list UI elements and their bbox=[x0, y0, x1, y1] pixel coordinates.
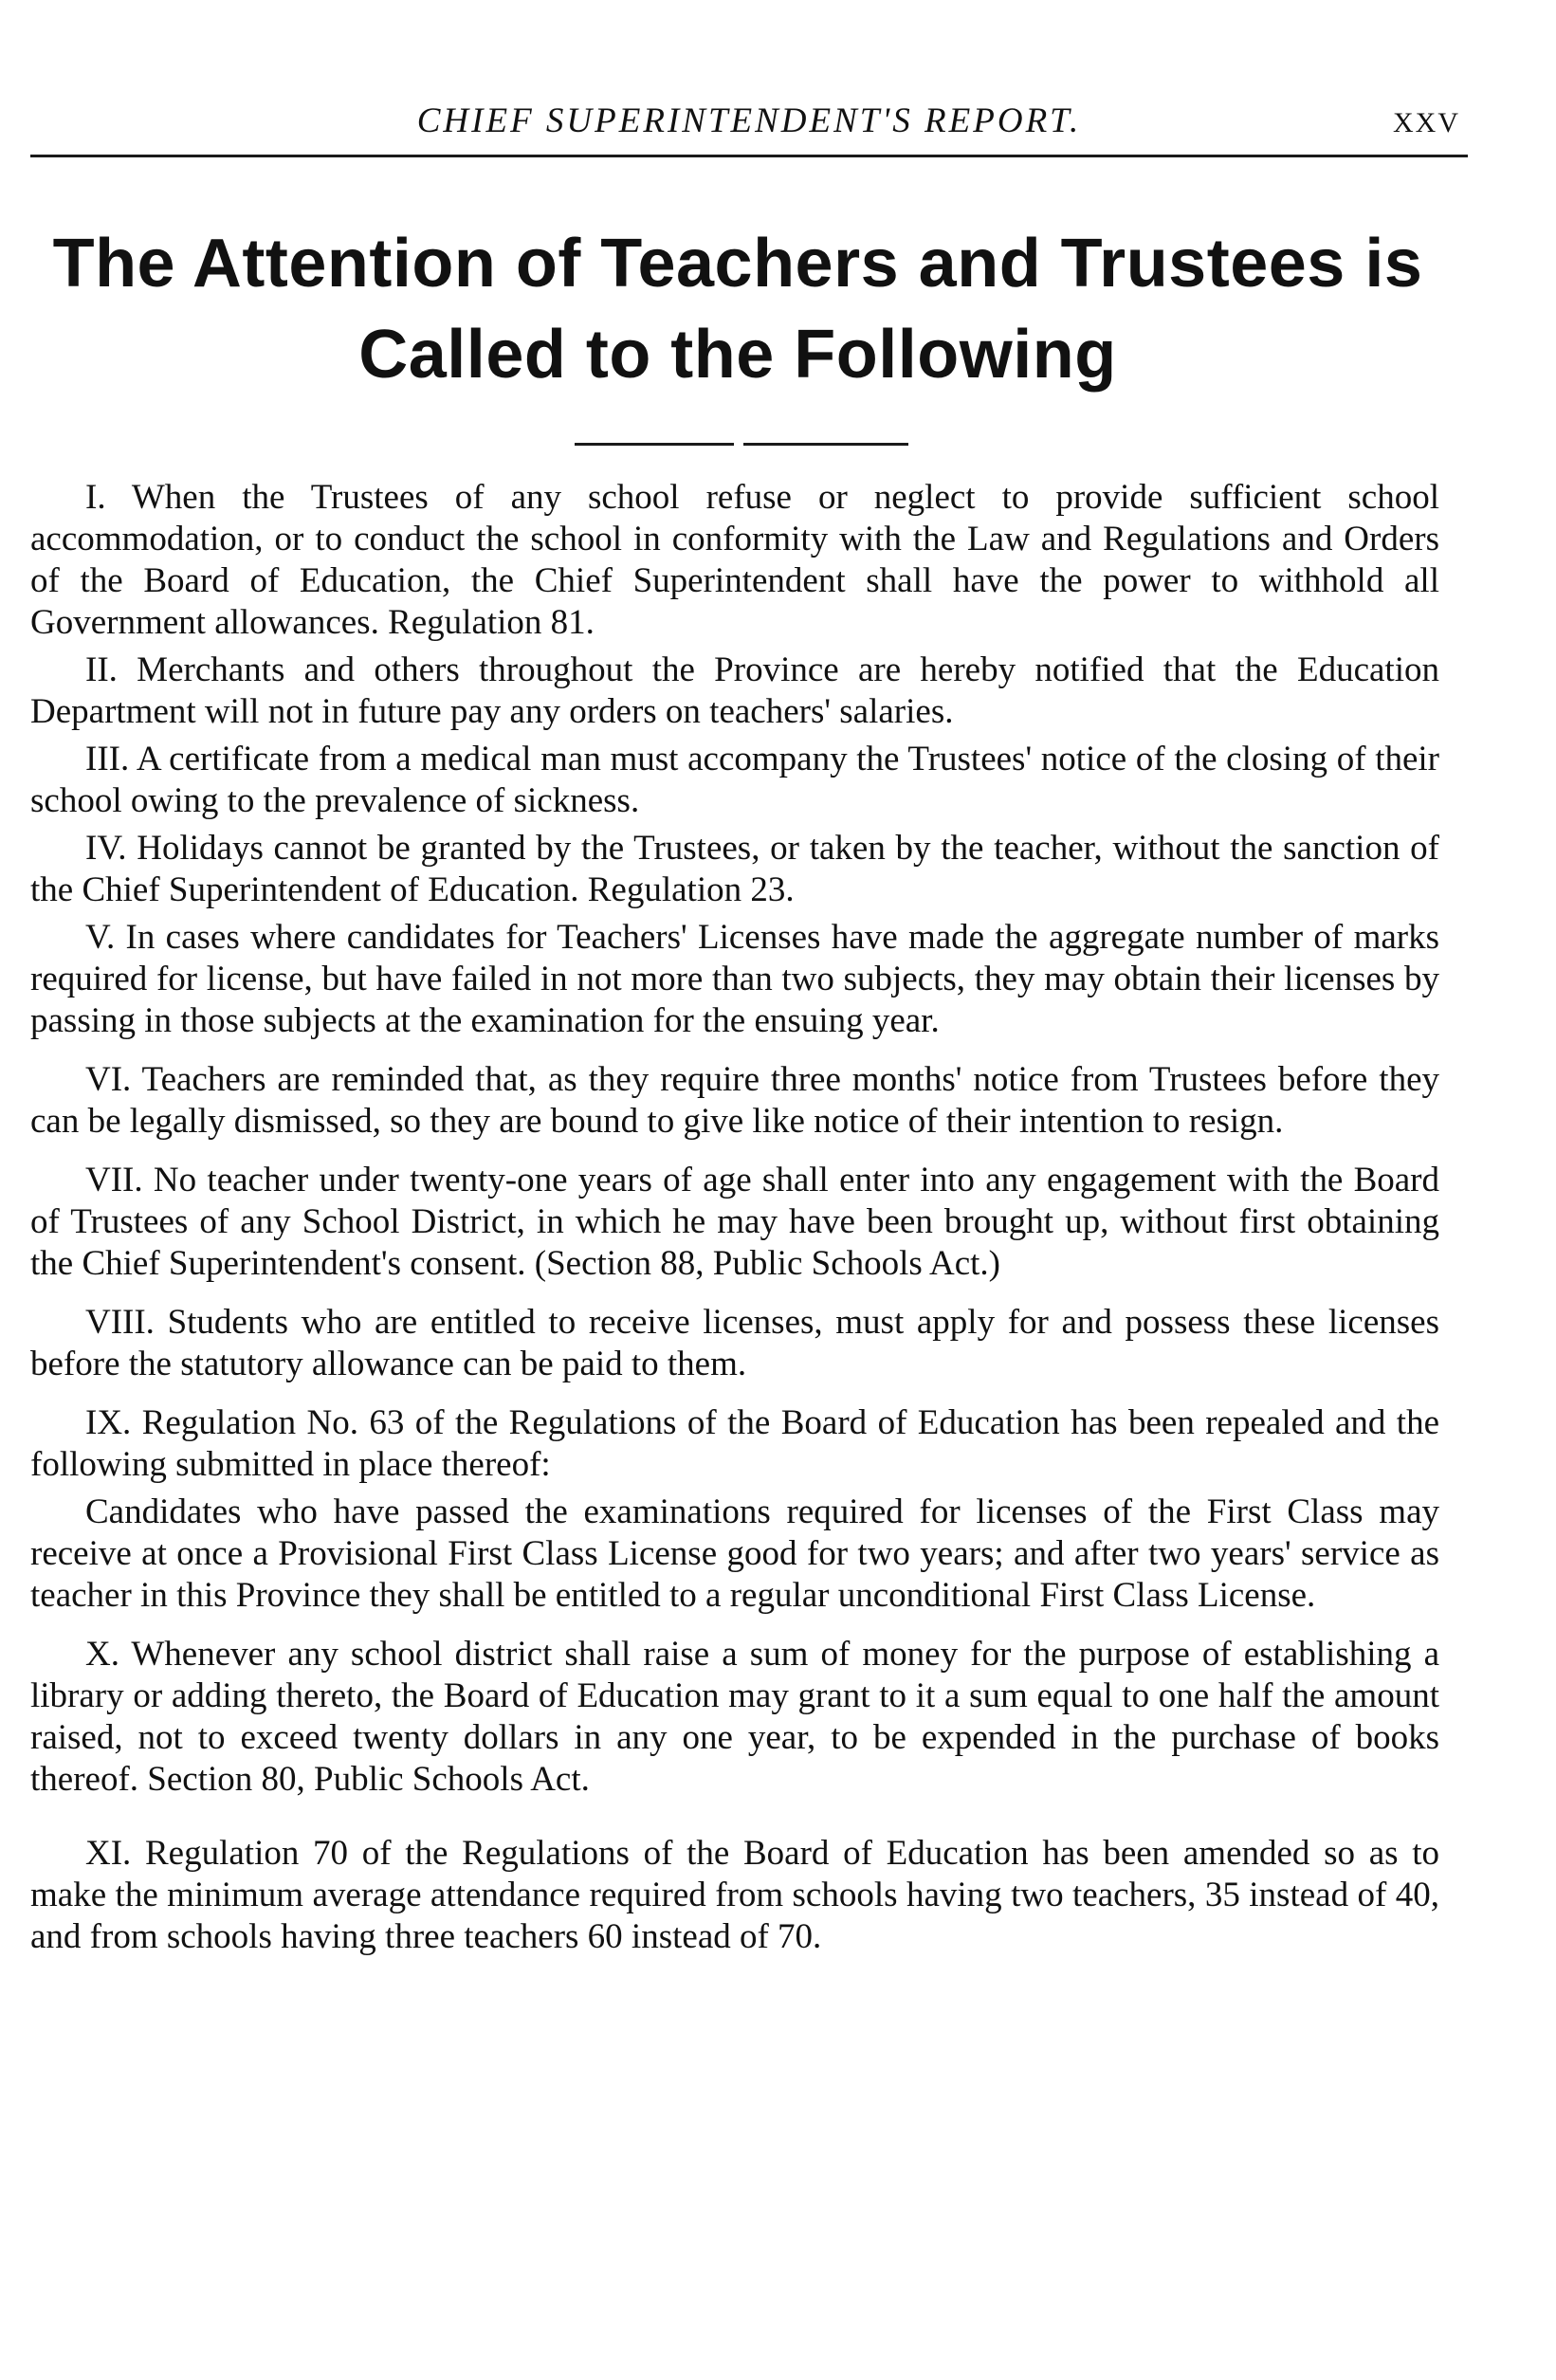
paragraph-ii: II. Merchants and others throughout the Province are hereby notified that the Education Department will not in future pay any orders on teachers' salaries. bbox=[30, 650, 1439, 731]
running-title: CHIEF SUPERINTENDENT'S REPORT. bbox=[416, 101, 1082, 140]
paragraph-vii: VII. No teacher under twenty-one years of age shall enter into any engagement with the Board of Trustees of any School District, in which he may have been brought up, without first obtaining the Chief Superintendent's consent. (Section 88, Public Schools Act.) bbox=[30, 1161, 1439, 1283]
paragraph-iii: III. A certificate from a medical man must accompany the Trustees' notice of the closing of their school owing to the prevalence of sickness. bbox=[30, 740, 1439, 820]
paragraph-v: V. In cases where candidates for Teachers' Licenses have made the aggregate number of marks required for license, but have failed in not more than two subjects, they may obtain their licenses by passing in those subjects at the examination for the ensuing year. bbox=[30, 918, 1439, 1040]
paragraph-vi: VI. Teachers are reminded that, as they require three months' notice from Trustees before they can be legally dismissed, so they are bound to give like notice of their intention to resign. bbox=[30, 1060, 1439, 1141]
paragraph-viii: VIII. Students who are entitled to receive licenses, must apply for and possess these licenses before the statutory allowance can be paid to them. bbox=[30, 1303, 1439, 1383]
page-title-line-1: The Attention of Teachers and Trustees is bbox=[52, 226, 1423, 302]
title-divider-left bbox=[575, 443, 734, 446]
paragraph-ix-regulation: Candidates who have passed the examinations required for licenses of the First Class may receive at once a Provisional First Class License good for two years; and after two years' service as teacher in this Province they shall be entitled to a regular unconditional First Class License. bbox=[30, 1492, 1439, 1615]
page-title bbox=[19, 218, 1456, 400]
running-head bbox=[30, 99, 1468, 154]
page-title-line-2: Called to the Following bbox=[358, 317, 1117, 393]
paragraph-ix: IX. Regulation No. 63 of the Regulations of the Board of Education has been repealed and the following submitted in place thereof: bbox=[30, 1403, 1439, 1484]
body-text bbox=[30, 477, 1439, 1958]
paragraph-iv: IV. Holidays cannot be granted by the Trustees, or taken by the teacher, without the sanction of the Chief Superintendent of Education. Regulation 23. bbox=[30, 829, 1439, 909]
paragraph-xi: XI. Regulation 70 of the Regulations of the Board of Education has been amended so as to make the minimum average attendance required from schools having two teachers, 35 instead of 40, and from schools having three teachers 60 instead of 70. bbox=[30, 1834, 1439, 1956]
title-divider-right bbox=[743, 443, 908, 446]
paragraph-x: X. Whenever any school district shall raise a sum of money for the purpose of establishing a library or adding thereto, the Board of Education may grant to it a sum equal to one half the amount raised, not to exceed twenty dollars in any one year, to be expended in the purchase of books thereof. Section 80, Public Schools Act. bbox=[30, 1635, 1439, 1799]
paragraph-i: I. When the Trustees of any school refuse or neglect to provide sufficient school accommodation, or to conduct the school in conformity with the Law and Regulations and Orders of the Board of Education, the Chief Superintendent shall have the power to withhold all Government allowances. Regulation 81. bbox=[30, 478, 1439, 642]
page-number: XXV bbox=[1393, 107, 1460, 138]
header-rule bbox=[30, 155, 1468, 157]
